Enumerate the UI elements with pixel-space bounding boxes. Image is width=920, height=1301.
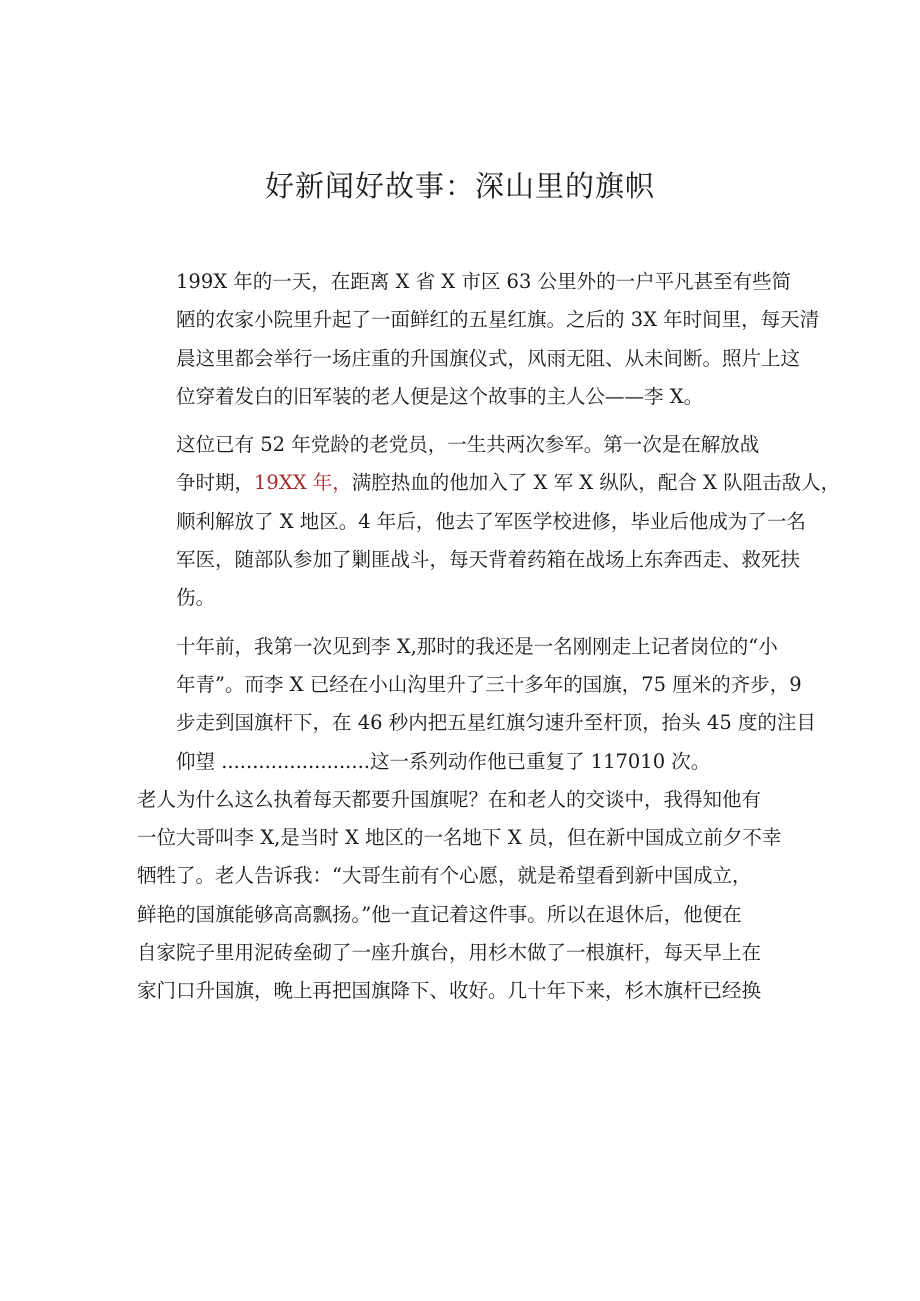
text-line: 一位大哥叫李 X,是当时 X 地区的一名地下 X 员，但在新中国成立前夕不幸 xyxy=(137,826,782,850)
text-line: 家门口升国旗，晚上再把国旗降下、收好。几十年下来，杉木旗杆已经换 xyxy=(137,979,762,1003)
text-line: 位穿着发白的旧军装的老人便是这个故事的主人公——李 X。 xyxy=(176,384,704,408)
text-segment: 争时期， xyxy=(176,471,255,495)
paragraph-4 xyxy=(137,781,789,1011)
text-line: 199X 年的一天，在距离 X 省 X 市区 63 公里外的一户平凡甚至有些简 xyxy=(176,270,792,293)
text-line: 这位已有 52 年党龄的老党员，一生共两次参军。第一次是在解放战 xyxy=(176,433,760,457)
text-line: 自家院子里用泥砖垒砌了一座升旗台，用杉木做了一根旗杆，每天早上在 xyxy=(137,941,762,965)
highlighted-year: 19XX 年， xyxy=(254,471,352,495)
text-line: 牺牲了。老人告诉我：“大哥生前有个心愿，就是希望看到新中国成立， xyxy=(137,864,752,888)
paragraph-gap xyxy=(137,618,789,628)
text-segment: 满腔热血的他加入了 X 军 X 纵队，配合 X 队阻击敌人， xyxy=(351,471,841,495)
text-line: 军医，随部队参加了剿匪战斗，每天背着药箱在战场上东奔西走、救死扶 xyxy=(176,548,801,572)
text-line: 仰望 ........................这一系列动作他已重复了 117010 次。 xyxy=(176,749,711,773)
paragraph-3 xyxy=(137,628,816,781)
text-line-mixed xyxy=(137,464,841,502)
text-line: 步走到国旗杆下，在 46 秒内把五星红旗匀速升至杆顶，抬头 45 度的注目 xyxy=(176,711,816,735)
page-title: 好新闻好故事：深山里的旗帜 xyxy=(264,169,655,203)
text-line: 晨这里都会举行一场庄重的升国旗仪式，风雨无阻、从未间断。照片上这 xyxy=(176,346,801,370)
article-body xyxy=(137,263,841,1011)
text-line: 十年前，我第一次见到李 X,那时的我还是一名刚刚走上记者岗位的“小 xyxy=(176,634,778,658)
text-line: 陋的农家小院里升起了一面鲜红的五星红旗。之后的 3X 年时间里，每天清 xyxy=(176,308,820,332)
text-line: 顺利解放了 X 地区。4 年后，他去了军医学校进修，毕业后他成为了一名 xyxy=(176,509,806,533)
text-line: 老人为什么这么执着每天都要升国旗呢？在和老人的交谈中，我得知他有 xyxy=(137,787,762,811)
text-line: 伤。 xyxy=(176,586,216,610)
paragraph-1 xyxy=(137,263,820,416)
paragraph-2 xyxy=(137,426,841,617)
text-line: 鲜艳的国旗能够高高飘扬。”他一直记着这件事。所以在退休后，他便在 xyxy=(137,902,742,926)
text-line: 年青”。而李 X 已经在小山沟里升了三十多年的国旗，75 厘米的齐步，9 xyxy=(176,672,802,696)
paragraph-gap xyxy=(137,416,789,426)
